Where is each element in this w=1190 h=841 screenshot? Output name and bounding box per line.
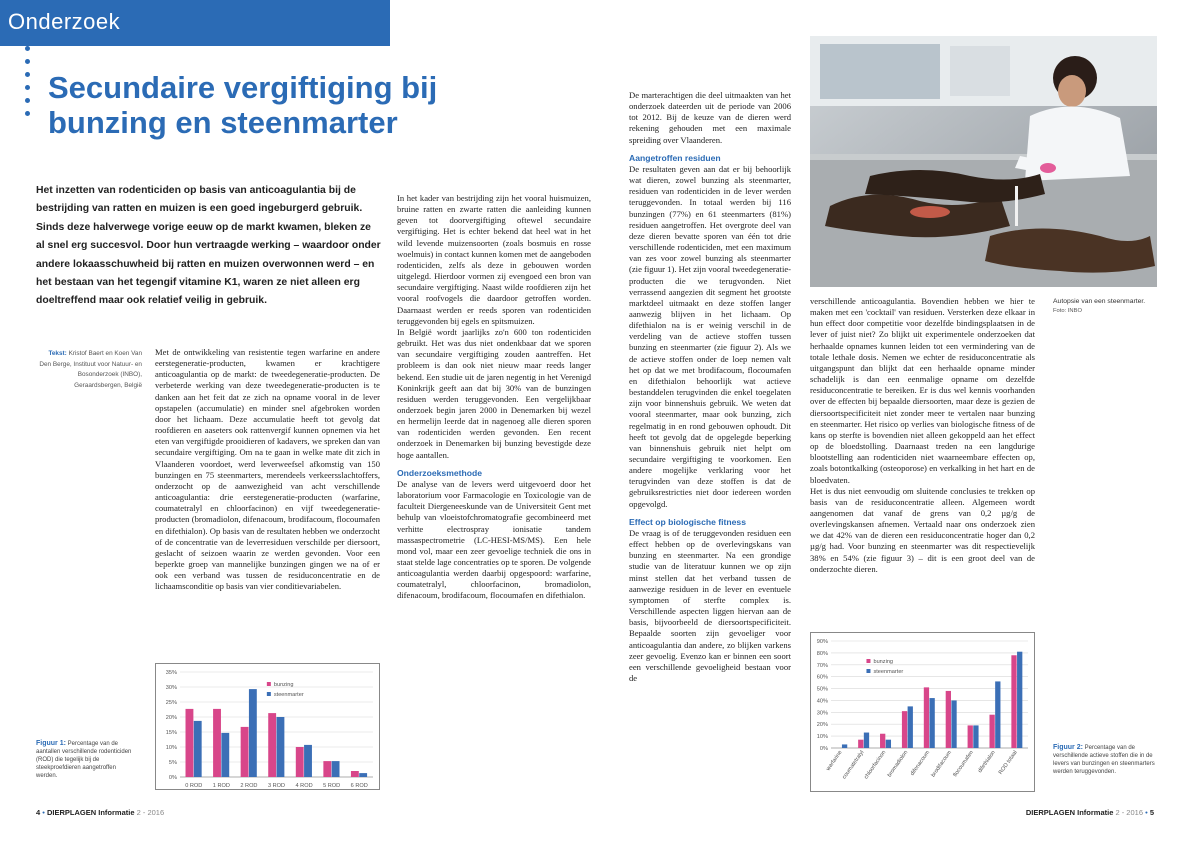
y-tick-label: 50% [816, 686, 828, 693]
y-tick-label: 0% [168, 775, 177, 781]
column-4 [810, 296, 1035, 575]
lead-paragraph: Het inzetten van rodenticiden op basis van anticoagulantia bij de bestrijding van ratten en muizen is een goed ingeburgerd gebruik. Sinds deze halverwege vorige eeuw op de markt kwamen, bleken ze al snel erg succesvol. Door hun vertraagde werking – waardoor onder andere lokaasschuwheid bij ratten en muizen overwonnen werd – en het bestaan van het tegengif vitamine K1, waren ze niet alleen erg doeltreffend maar ook relatief veilig in gebruik. [36, 185, 381, 307]
y-tick-label: 35% [165, 670, 177, 676]
bar-steenmarter [842, 744, 847, 748]
x-tick-label: brodifacoum [930, 749, 954, 779]
y-tick-label: 20% [165, 715, 177, 721]
bar-steenmarter [930, 698, 935, 748]
legend-label-bunzing: bunzing [873, 659, 894, 665]
bar-bunzing [268, 713, 276, 777]
col3-paragraph-2: De resultaten geven aan dat er bij behoorlijk wat dieren, zowel bunzing als steenmarter, residuen van rodenticiden in de lever werden teruggevonden. In totaal werden bij 116 bunzingen (77%) en 61 steenmarters (81%) residuen aangetroffen. Het overgrote deel van deze dieren bevatte sporen van één tot drie verschillende rodenticiden, met een maximum van zes voor zowel bunzing als steenmarter (zie figuur 1). Het zijn vooral tweedegeneratie-producten die we terugvonden. Niet verrassend aangezien dit segment het grootste marktdeel uitmaakt en deze stoffen langer aanwezig blijven in het lichaam. Op difethialon na is er weinig verschil in de verdeling van de actieve stoffen tussen bunzing en steenmarter (zie figuur 2). Als we de actieve stoffen onder de loep nemen valt het op dat we met brodifacoum, flocoumafen en difethialon behoorlijk wat actieve bestanddelen terugvinden die enkel toegelaten zijn voor binnenshuis gebruik. We weten dat vooral steenmarter, maar ook bunzing, zich regelmatig in en rond gebouwen ophoudt. Dit heeft tot gevolg dat de opgelegde beperking van binnenshuis gebruik niet helpt om secundaire vergiftiging te voorkomen. Een andere mogelijke verklaring voor het terugvinden van deze stoffen is dat de gebruiksrestricties niet door iedereen worden opgevolgd. [629, 163, 792, 509]
x-tick-label: 3 ROD [267, 783, 286, 789]
magazine-name-right: DIERPLAGEN Informatie [1025, 808, 1114, 817]
bar-steenmarter [951, 700, 956, 748]
col4-paragraph-2: Het is dus niet eenvoudig om sluitende conclusies te trekken op basis van de residuconcentratie alleen. Algemeen wordt aangenomen dat vanaf de grens van 0,2 µg/g de overlevingskansen afnemen. Vertaald naar ons onderzoek zien we dat 42% van de dieren een residuconcentratie hoger dan 0,2 µg/g had. Voor bunzing en steenmarter was dit respectievelijk 38% en 54% (zie figuur 3) – dit is een groot deel van de onderzochte dieren. [810, 485, 1035, 574]
photo-caption [1053, 297, 1153, 316]
bar-bunzing [880, 734, 885, 748]
x-tick-label: 5 ROD [323, 783, 341, 789]
bar-bunzing [323, 761, 331, 777]
page-number-right: 5 [1149, 808, 1154, 817]
bar-bunzing [924, 687, 929, 748]
x-tick-label: flocoumafen [952, 749, 975, 779]
legend-label-steenmarter: steenmarter [273, 692, 304, 698]
bar-bunzing [858, 740, 863, 748]
x-tick-label: 6 ROD [350, 783, 368, 789]
y-tick-label: 40% [816, 698, 828, 705]
autopsy-photo [810, 36, 1157, 287]
photo-credit: Foto: INBO [1053, 308, 1082, 314]
y-tick-label: 10% [816, 734, 828, 741]
bar-steenmarter [277, 717, 285, 777]
x-tick-label: warfarine [825, 749, 844, 773]
bar-bunzing [241, 727, 249, 777]
bar-bunzing [968, 725, 973, 748]
col2-paragraph-3: De analyse van de levers werd uitgevoerd door het laboratorium voor Farmacologie en Toxicologie van de faculteit Diergeneeskunde van de Universiteit Gent met behulp van vloeistofchromatografie gecombineerd met verhitte electrospray ionisatie tandem massaspectrometrie (LC-HESI-MS/MS). Een hele mond vol, maar een zeer gevoelige techniek die ons in staat stelde lage concentraties op te sporen. De volgende anticoagulantia werden daarbij opgespoord: warfarine, coumatetralyl, chloorfacinon, bromadiolon, difenacoum, brodifacoum, flocoumafen en difethialon. [397, 478, 592, 601]
y-tick-label: 0% [819, 746, 828, 752]
title-line-1: Secundaire vergiftiging bij [48, 70, 438, 105]
bar-steenmarter [995, 681, 1000, 748]
footer-right [1026, 808, 1154, 817]
x-tick-label: 0 ROD [185, 783, 203, 789]
bar-steenmarter [359, 773, 367, 777]
y-tick-label: 25% [165, 700, 177, 706]
credits-label: Tekst: [48, 350, 67, 357]
col2-paragraph-1: In het kader van bestrijding zijn het vooral huismuizen, bruine ratten en zwarte ratten die aanleiding kunnen geven tot doorvergiftiging oftewel secundaire vergiftiging. Het is echter bekend dat heel wat in het wild levende muizensoorten (zoals bosmuis en rosse woelmuis) in contact kunnen komen met de aangeboden rodenticiden, zelfs als deze in gebouwen worden uitgelegd. Hierdoor vormen zij evengoed een bron van secundaire vergiftiging. Naast wilde roofdieren zijn het vooral roofvogels die daardoor getroffen worden. Daarnaast werden er reeds sporen van rodenticiden teruggevonden bij egels en spitsmuizen. [397, 193, 591, 326]
bar-bunzing [989, 715, 994, 748]
bar-steenmarter [249, 689, 257, 777]
section-label: Onderzoek [8, 9, 121, 34]
legend-swatch-steenmarter [267, 692, 271, 696]
col4-paragraph-1: verschillende anticoagulantia. Bovendien hebben we hier te maken met een 'cocktail' van residuen. Versterken deze elkaar in hun effect door competitie voor dezelfde bindingsplaatsen in de lever of juist niet? Zo blijkt uit experimentele onderzoeken dat herhaalde opnames kunnen leiden tot een vermindering van de totale lethale dosis. Nemen we echter de residuconcentratie als uitgangspunt dan blijkt dat een herhaalde opname minder schadelijk is dan een eenmalige opname om dezelfde residuconcentratie te bereiken. Er is dus wel kennis voorhanden over de effecten bij bepaalde diersoorten, maar deze is gezien de diersoortspecificiteit niet zonder meer te vertalen naar bunzing en steenmarter. Het risico op verlies van biologische fitness of de kans op sterfte is bovendien niet alleen gekoppeld aan het effect op de bloedstolling. Daarnaast treden na een langdurige blootstelling aan rodenticiden niet waarneembare effecten op, zoals botontkalking (osteoporose) en verkalking in het hart en de bloedvaten. [810, 296, 1035, 485]
x-tick-label: 4 ROD [295, 783, 313, 789]
credits-text: Kristof Baert en Koen Van Den Berge, Instituut voor Natuur- en Bosonderzoek (INBO), Geraardsbergen, België [39, 350, 142, 389]
legend-swatch-bunzing [866, 659, 870, 663]
bar-steenmarter [886, 740, 891, 748]
x-tick-label: bromadiolon [886, 749, 910, 779]
bar-bunzing [902, 711, 907, 748]
x-tick-label: coumatetralyl [841, 749, 866, 781]
col3-paragraph-3: De vraag is of de teruggevonden residuen een effect hebben op de overlevingskans van bunzing en steenmarter. Na een grondige studie van de literatuur kunnen we op zijn minst stellen dat het verband tussen de aanwezige residuen in de lever en eventuele symptomen of sterfte complex is. Verschillende aspecten liggen hiervan aan de basis, bijvoorbeeld de diersoortspecificiteit. Bepaalde soorten zijn gevoeliger voor anticoagulantia dan andere, zo blijken varkens zeer gevoelig. Evenzo kan er binnen een soort een verschillende gevoeligheid bestaan voor de [629, 527, 791, 683]
figure-1-svg [156, 664, 381, 791]
legend-swatch-bunzing [267, 682, 271, 686]
figure-1-caption [36, 740, 136, 780]
bar-steenmarter [973, 725, 978, 748]
autopsy-illustration [810, 36, 1157, 287]
bar-bunzing [1011, 655, 1016, 748]
col1-paragraph: Met de ontwikkeling van resistentie tegen warfarine en andere eerstegeneratie-producten, kwamen er krachtigere anticoagulantia op de markt: de tweedegeneratie-producten. De verbeterde werking van deze tweedegeneratie-producten is te danken aan het feit dat ze zich na opname vooral in de lever opstapelen (accumulatie) en minder snel afgebroken worden door het lichaam. Deze accumulatie heeft tot gevolg dat roofdieren en aaseters ook rattenvergif kunnen opnemen via het eten van vergiftigde prooidieren of kadavers, we spreken dan van secundaire vergiftiging. Om na te gaan in welke mate dit zich in Vlaanderen voordoet, werd leverweefsel afkomstig van 150 bunzingen en 75 steenmarters, merendeels verkeersslachtoffers, onderzocht op de aanwezigheid van acht verschillende anticoagulantia: drie eerstegeneratie-producten (warfarine, coumatetralyl en chloorfacinon) en vijf tweedegeneratie-producten (bromadiolon, difenacoum, brodifacoum, flocoumafen en difethialon). Op basis van de resultaten hebben we onderzocht of de concentratie van de leverresiduen verschilde per diersoort, geslacht of seizoen waarin ze werden gevonden. Voor een beperkte groep van mannelijke bunzingen gingen we na of er ook een verband was tussen de residuconcentratie en de lichaamsconditie op basis van vier conditievariabelen. [155, 347, 380, 592]
legend-label-steenmarter: steenmarter [873, 669, 904, 675]
bar-steenmarter [864, 733, 869, 748]
bar-steenmarter [332, 761, 340, 777]
x-tick-label: chloorfacinon [863, 749, 888, 781]
figure-2-label: Figuur 2: [1053, 744, 1083, 751]
footer-separator-left: • [42, 808, 45, 817]
heading-aangetroffen-residuen: Aangetroffen residuen [629, 152, 721, 163]
footer-left [36, 808, 164, 817]
y-tick-label: 90% [816, 639, 828, 645]
issue-right: 2 - 2016 [1115, 808, 1143, 817]
bar-steenmarter [221, 733, 229, 777]
figure-2-chart [810, 632, 1035, 792]
y-tick-label: 60% [816, 674, 828, 681]
column-1 [155, 347, 380, 592]
legend-label-bunzing: bunzing [273, 682, 294, 688]
y-tick-label: 30% [816, 710, 828, 717]
col3-paragraph-1: De marterachtigen die deel uitmaakten van het onderzoek dateerden uit de periode van 2006 tot 2012. Bij de keuze van de dieren werd rekening gehouden met een maximale spreiding over Vlaanderen. [629, 90, 791, 145]
bar-steenmarter [194, 721, 202, 777]
figure-2-caption [1053, 744, 1158, 776]
y-tick-label: 20% [816, 722, 828, 729]
figure-1-text: Percentage van de aantallen verschillende rodenticiden (ROD) die tegelijk bij de steekproefdieren aangetroffen werden. [36, 741, 132, 779]
y-tick-label: 30% [165, 685, 177, 691]
page-number-left: 4 [36, 808, 41, 817]
bar-bunzing [186, 709, 194, 777]
heading-onderzoeksmethode: Onderzoeksmethode [397, 467, 483, 478]
figure-2-svg [811, 633, 1036, 793]
y-tick-label: 10% [165, 745, 177, 751]
author-credits [36, 349, 142, 391]
y-tick-label: 70% [816, 662, 828, 669]
figure-1-chart [155, 663, 380, 790]
bar-steenmarter [908, 706, 913, 748]
col2-paragraph-2: In België wordt jaarlijks zo'n 600 ton rodenticiden gebruikt. Het was dus niet ondenkbaar dat we sporen van secundaire vergiftiging zouden aantreffen. Het probleem is dan ook niet nieuw maar reeds langer bekend. Een studie uit de jaren negentig in het Verenigd Koninkrijk geeft aan dat bij 30% van de bunzingen residuen werden teruggevonden. Een vergelijkbaar onderzoek begin jaren 2000 in Denemarken bij wezel en hermelijn leerde dat in nagenoeg alle dieren sporen van rodenticiden werden gevonden. Een recent onderzoek in Denemarken bij bunzing bevestigde deze hoge aantallen. [397, 326, 591, 460]
bar-steenmarter [1017, 652, 1022, 748]
figure-1-label: Figuur 1: [36, 740, 66, 747]
y-tick-label: 5% [168, 760, 177, 766]
column-3 [629, 90, 791, 684]
x-tick-label: ROD totaal [997, 749, 1019, 776]
x-tick-label: difenacoum [909, 749, 932, 777]
decorative-dots [24, 46, 32, 116]
y-tick-label: 15% [165, 730, 177, 736]
magazine-name-left: DIERPLAGEN Informatie [47, 808, 135, 817]
bar-bunzing [351, 771, 359, 777]
bar-bunzing [296, 747, 304, 777]
photo-caption-text: Autopsie van een steenmarter. [1053, 298, 1146, 305]
bar-bunzing [213, 709, 221, 777]
heading-effect-biologische-fitness: Effect op biologische fitness [629, 516, 746, 527]
x-tick-label: difethialon [977, 749, 997, 775]
article-title [48, 70, 488, 140]
x-tick-label: 1 ROD [212, 783, 230, 789]
bar-bunzing [946, 691, 951, 748]
footer-separator-right: • [1145, 808, 1148, 817]
title-line-2: bunzing en steenmarter [48, 105, 398, 140]
legend-swatch-steenmarter [866, 669, 870, 673]
y-tick-label: 80% [816, 650, 828, 657]
issue-left: 2 - 2016 [136, 808, 165, 817]
bar-steenmarter [304, 745, 312, 777]
x-tick-label: 2 ROD [240, 783, 258, 789]
column-2 [397, 193, 591, 602]
section-tab [0, 0, 390, 46]
figure-2-text: Percentage van de verschillende actieve stoffen die in de levers van bunzingen en steenmarters werden teruggevonden. [1053, 745, 1155, 775]
